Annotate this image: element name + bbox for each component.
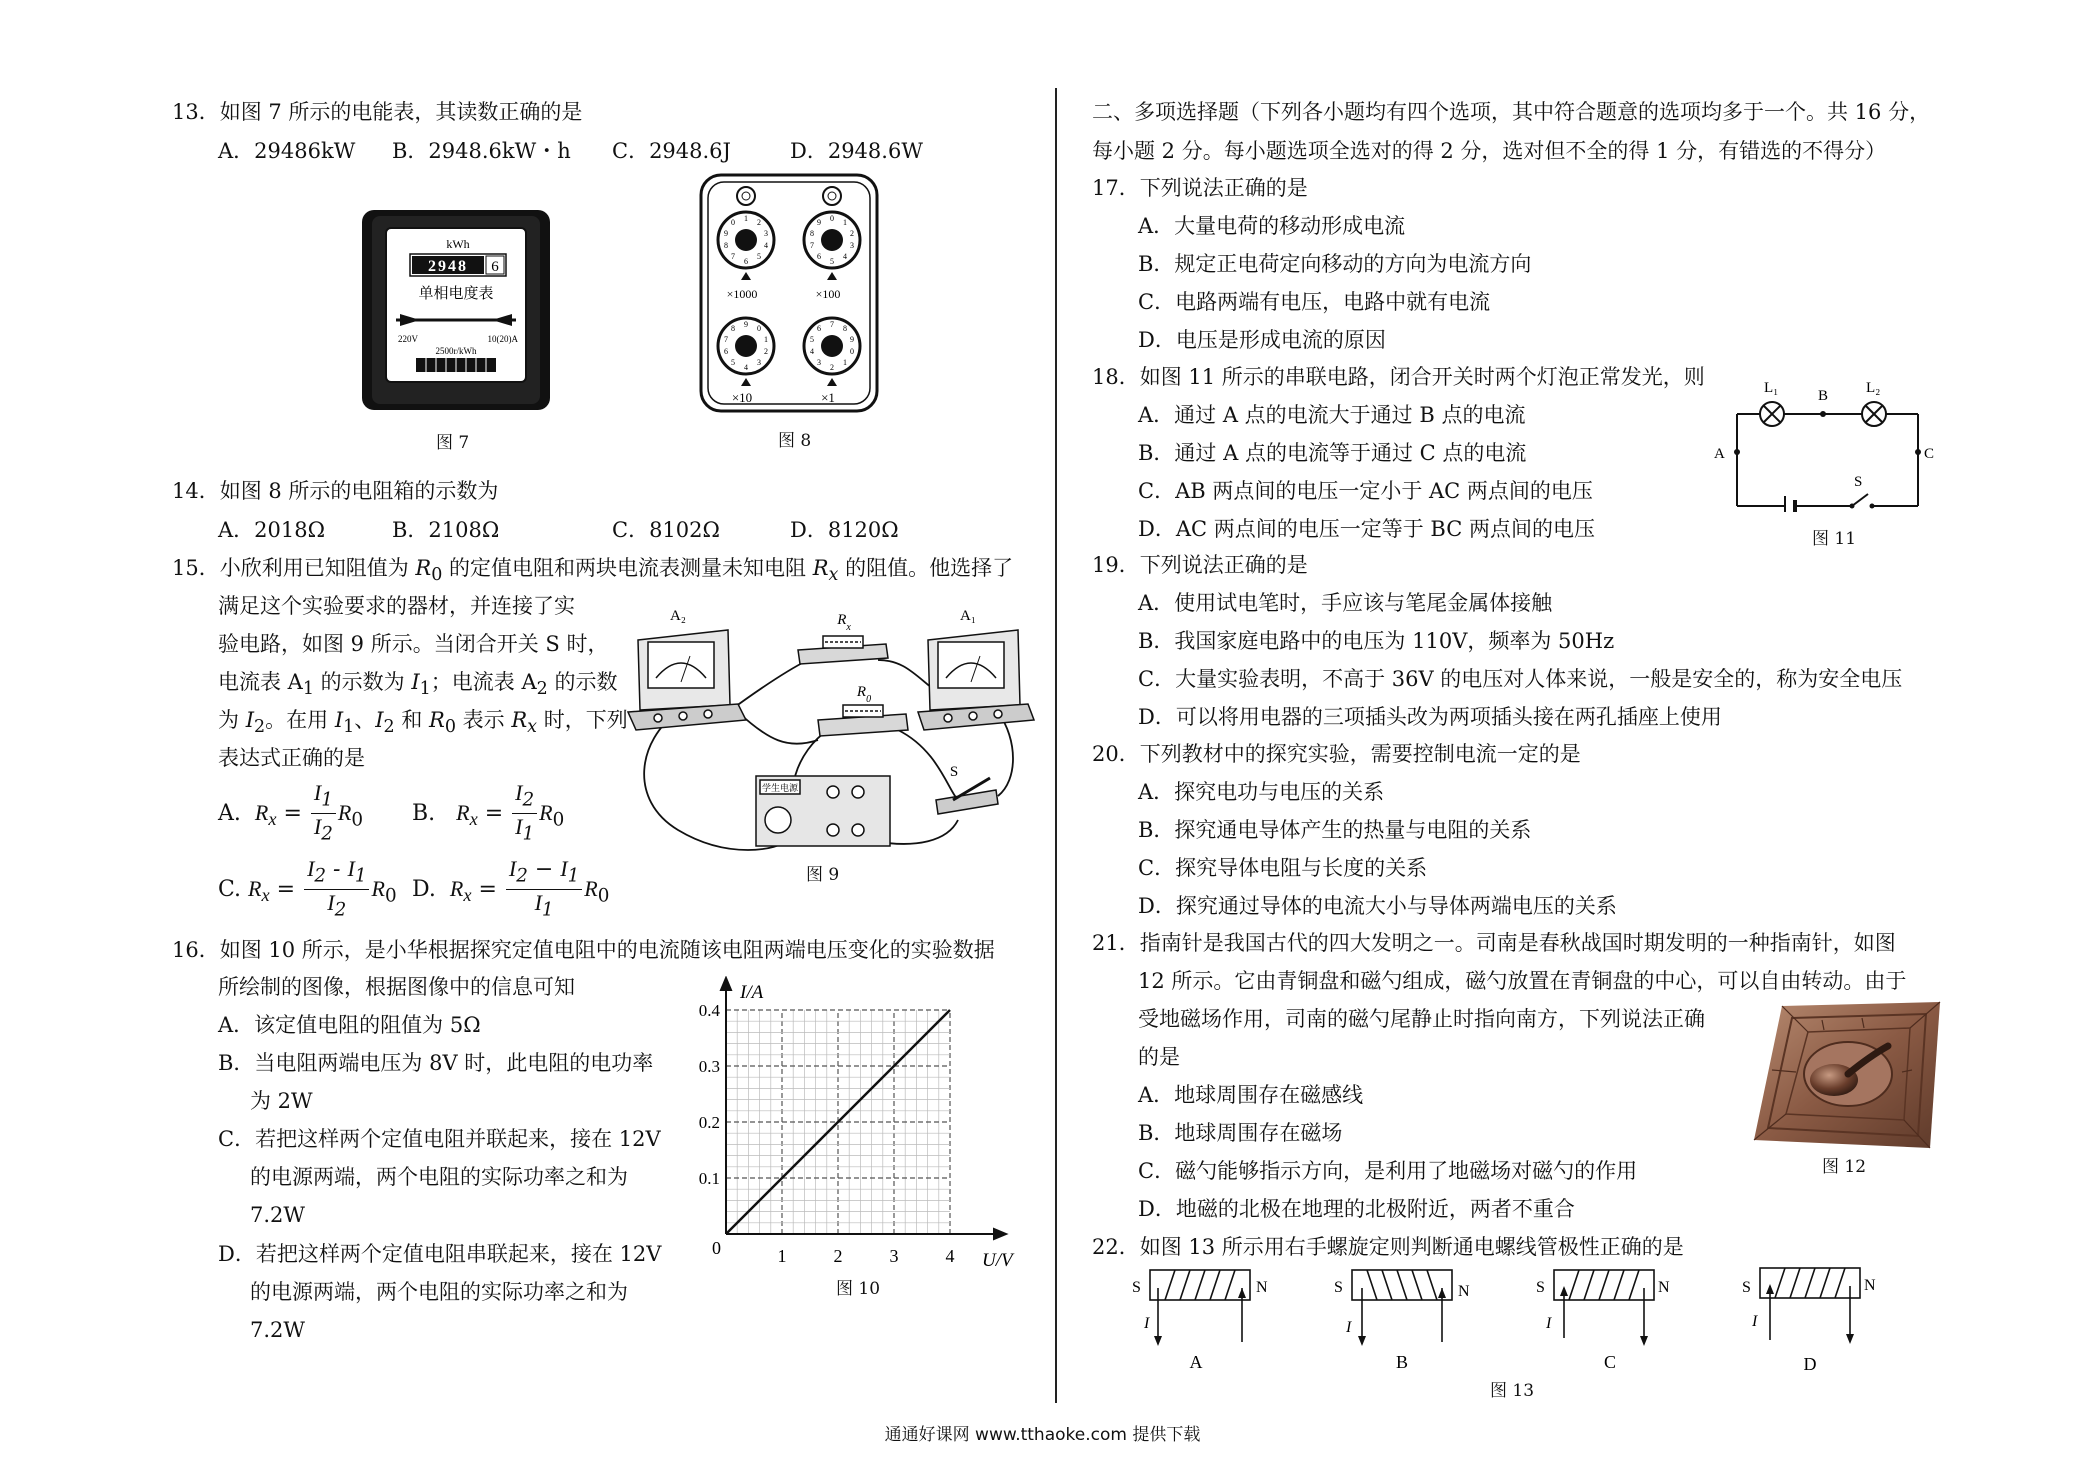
q21-option-a: A．地球周围存在磁感线 — [1138, 1083, 1364, 1107]
solenoid-d-left-pole: S — [1742, 1279, 1751, 1296]
q18-option-d: D．AC 两点间的电压一定等于 BC 两点间的电压 — [1138, 517, 1595, 541]
meter-rating-right: 10(20)A — [487, 334, 518, 344]
solenoid-d-label: D — [1803, 1354, 1817, 1374]
y-tick-label: 0.3 — [698, 1057, 720, 1076]
q20-option-d: D．探究通过导体的电流大小与导体两端电压的关系 — [1138, 894, 1617, 918]
point-c-label: C — [1924, 446, 1935, 462]
meter-digits: 2948 — [428, 258, 468, 275]
switch-label: S — [1854, 474, 1863, 490]
q13-option-a: A．29486kW — [218, 139, 356, 163]
q21-line1: 21．指南针是我国古代的四大发明之一。司南是春秋战国时期发明的一种指南针，如图 — [1092, 931, 1896, 955]
energy-meter-figure — [360, 208, 552, 414]
svg-text:6: 6 — [817, 252, 821, 261]
x-tick-label: 3 — [889, 1246, 899, 1266]
svg-text:5: 5 — [757, 252, 761, 261]
svg-text:5: 5 — [810, 335, 814, 344]
solenoid-b-label: B — [1395, 1352, 1409, 1372]
svg-text:1: 1 — [744, 214, 748, 223]
solenoid-b — [1352, 1270, 1452, 1342]
svg-text:2: 2 — [757, 218, 761, 227]
svg-text:2: 2 — [764, 347, 768, 356]
solenoid-c-current: I — [1546, 1315, 1552, 1332]
svg-text:2: 2 — [850, 229, 854, 238]
origin-label: 0 — [712, 1238, 721, 1258]
svg-text:4: 4 — [810, 347, 814, 356]
svg-text:9: 9 — [850, 335, 854, 344]
iu-graph — [690, 976, 1020, 1276]
q15-option-c: C. $R_x$ = $\frac{I_2 - I_1}{I_2}$ $R_0$ — [218, 856, 397, 921]
x-tick-label: 4 — [945, 1246, 955, 1266]
meter-rating-left: 220V — [398, 334, 418, 344]
dial-multiplier-10: ×10 — [731, 390, 753, 405]
svg-text:4: 4 — [843, 252, 847, 261]
svg-text:7: 7 — [724, 335, 728, 344]
q13-option-d: D．2948.6W — [790, 139, 923, 163]
ammeter-a1 — [918, 630, 1034, 730]
x-tick-label: 1 — [777, 1246, 787, 1266]
solenoid-a-left-pole: S — [1132, 1279, 1141, 1296]
fig7-caption: 图 7 — [436, 433, 470, 453]
q20-option-a: A．探究电功与电压的关系 — [1138, 780, 1385, 804]
switch-s — [936, 778, 998, 814]
svg-text:5: 5 — [731, 358, 735, 367]
q21-line2: 12 所示。它由青铜盘和磁勺组成，磁勺放置在青铜盘的中心，可以自由转动。由于 — [1138, 969, 1907, 993]
q15-option-a: A. $R_x$ = $\frac{I_1}{I_2}$ $R_0$ — [218, 780, 364, 845]
q21-line4: 的是 — [1138, 1045, 1180, 1069]
q15-option-b: B. $R_x$ = $\frac{I_2}{I_1}$ $R_0$ — [412, 780, 565, 845]
svg-text:9: 9 — [724, 229, 728, 238]
svg-text:2: 2 — [830, 363, 834, 372]
q16-line2: 所绘制的图像，根据图像中的信息可知 — [218, 975, 575, 999]
y-axis-label: I/A — [740, 982, 764, 1003]
q17-option-d: D．电压是形成电流的原因 — [1138, 328, 1386, 352]
q15-line3: 验电路，如图 9 所示。当闭合开关 S 时， — [218, 632, 609, 656]
svg-text:8: 8 — [731, 324, 735, 333]
fig9-caption: 图 9 — [806, 865, 840, 885]
ammeter-a2 — [628, 630, 746, 730]
q16-option-a: A．该定值电阻的阻值为 5Ω — [218, 1013, 481, 1037]
fig10-caption: 图 10 — [836, 1279, 881, 1299]
lamp-l1-label: L₁ — [1764, 380, 1779, 396]
svg-text:9: 9 — [817, 218, 821, 227]
svg-text:4: 4 — [764, 241, 768, 250]
switch-s-label: S — [949, 764, 959, 780]
solenoid-b-current: I — [1346, 1319, 1352, 1336]
x-axis-label: U/V — [982, 1250, 1013, 1271]
q14-option-a: A．2018Ω — [218, 518, 326, 542]
solenoid-c — [1554, 1270, 1654, 1342]
section2-heading-line2: 每小题 2 分。每小题选项全选对的得 2 分，选对但不全的得 1 分，有错选的不得分） — [1092, 139, 1887, 163]
meter-unit: kWh — [446, 237, 470, 251]
fig12-caption: 图 12 — [1822, 1157, 1867, 1177]
x-tick-label: 2 — [833, 1246, 843, 1266]
q14-option-d: D．8120Ω — [790, 518, 899, 542]
ammeter-a1-label: A₁ — [959, 608, 977, 624]
meter-last-digit: 6 — [491, 259, 499, 275]
q21-option-b: B．地球周围存在磁场 — [1138, 1121, 1343, 1145]
svg-text:7: 7 — [731, 252, 735, 261]
q17-option-c: C．电路两端有电压，电路中就有电流 — [1138, 290, 1491, 314]
y-tick-label: 0.1 — [698, 1169, 720, 1188]
svg-text:6: 6 — [817, 324, 821, 333]
dial-multiplier-1000: ×1000 — [726, 287, 758, 301]
y-tick-label: 0.2 — [698, 1113, 720, 1132]
meter-name: 单相电度表 — [418, 286, 494, 302]
solenoid-c-left-pole: S — [1536, 1279, 1545, 1296]
svg-text:8: 8 — [724, 241, 728, 250]
q16-option-d-line1: D．若把这样两个定值电阻串联起来，接在 12V — [218, 1242, 662, 1266]
q15-line4: 电流表 $A_1$ 的示数为 $I_1$；电流表 $A_2$ 的示数 — [218, 670, 618, 700]
svg-text:0: 0 — [830, 214, 834, 223]
point-a-label: A — [1714, 446, 1725, 462]
svg-text:0: 0 — [731, 218, 735, 227]
svg-text:1: 1 — [843, 218, 847, 227]
q18-stem: 18．如图 11 所示的串联电路，闭合开关时两个灯泡正常发光，则 — [1092, 365, 1705, 389]
resistor-rx-label: $R_x$ — [837, 612, 851, 633]
solenoid-b-left-pole: S — [1334, 1279, 1343, 1296]
q17-stem: 17．下列说法正确的是 — [1092, 176, 1308, 200]
svg-text:8: 8 — [810, 229, 814, 238]
q14-stem: 14．如图 8 所示的电阻箱的示数为 — [172, 479, 499, 503]
svg-text:1: 1 — [843, 358, 847, 367]
dial-multiplier-1: ×1 — [821, 390, 835, 405]
q16-line1: 16．如图 10 所示，是小华根据探究定值电阻中的电流随该电阻两端电压变化的实验数据 — [172, 938, 995, 962]
q17-option-a: A．大量电荷的移动形成电流 — [1138, 214, 1406, 238]
q21-option-d: D．地磁的北极在地理的北极附近，两者不重合 — [1138, 1197, 1575, 1221]
solenoid-a-current: I — [1144, 1315, 1150, 1332]
q18-option-a: A．通过 A 点的电流大于通过 B 点的电流 — [1138, 403, 1526, 427]
q22-stem: 22．如图 13 所示用右手螺旋定则判断通电螺线管极性正确的是 — [1092, 1235, 1684, 1259]
circuit-figure-9 — [618, 600, 1038, 856]
svg-text:0: 0 — [757, 324, 761, 333]
q17-option-b: B．规定正电荷定向移动的方向为电流方向 — [1138, 252, 1532, 276]
q15-line5: 为 $I_2$。在用 $I_1$、$I_2$ 和 $R_0$ 表示 $R_x$ 时，下列 — [218, 708, 628, 738]
resistance-box-figure — [698, 172, 880, 416]
q19-option-c: C．大量实验表明，不高于 36V 的电压对人体来说，一般是安全的，称为安全电压 — [1138, 667, 1903, 691]
solenoid-b-right-pole: N — [1458, 1283, 1470, 1300]
svg-text:3: 3 — [757, 358, 761, 367]
fig11-caption: 图 11 — [1812, 529, 1857, 549]
solenoid-a-label: A — [1189, 1352, 1203, 1372]
svg-text:4: 4 — [744, 363, 748, 372]
ammeter-a2-label: A₂ — [669, 608, 687, 624]
series-circuit-figure — [1712, 372, 1948, 512]
svg-text:9: 9 — [744, 320, 748, 329]
q21-line3: 受地磁场作用，司南的磁勺尾静止时指向南方，下列说法正确 — [1138, 1007, 1705, 1031]
svg-text:7: 7 — [830, 320, 834, 329]
column-divider — [1055, 88, 1057, 1403]
solenoid-figure-13 — [1130, 1262, 1950, 1382]
solenoid-d-current: I — [1752, 1313, 1758, 1330]
q13-stem: 13．如图 7 所示的电能表，其读数正确的是 — [172, 100, 583, 124]
q20-option-b: B．探究通电导体产生的热量与电阻的关系 — [1138, 818, 1532, 842]
svg-text:7: 7 — [810, 241, 814, 250]
fig8-caption: 图 8 — [778, 431, 812, 451]
lamp-l2-label: L₂ — [1866, 380, 1881, 396]
page-footer: 通通好课网 www.tthaoke.com 提供下载 — [884, 1425, 1201, 1445]
point-b-label: B — [1818, 388, 1829, 404]
q19-option-d: D．可以将用电器的三项插头改为两项插头接在两孔插座上使用 — [1138, 705, 1722, 729]
solenoid-a-right-pole: N — [1256, 1279, 1268, 1296]
resistor-r0 — [818, 705, 908, 736]
resistor-r0-label: $R_0$ — [856, 684, 872, 705]
sinan-compass-image — [1752, 1000, 1942, 1150]
q20-stem: 20．下列教材中的探究实验，需要控制电流一定的是 — [1092, 742, 1581, 766]
q18-option-c: C．AB 两点间的电压一定小于 AC 两点间的电压 — [1138, 479, 1593, 503]
meter-rev-rate: 2500r/kWh — [435, 346, 477, 356]
q16-option-c-line3: 7.2W — [250, 1203, 305, 1227]
q20-option-c: C．探究导体电阻与长度的关系 — [1138, 856, 1428, 880]
q14-option-c: C．8102Ω — [612, 518, 720, 542]
q16-option-c-line1: C．若把这样两个定值电阻并联起来，接在 12V — [218, 1127, 661, 1151]
lamp-l1 — [1760, 402, 1784, 426]
power-supply-label: 学生电源 — [761, 783, 799, 793]
q14-option-b: B．2108Ω — [392, 518, 500, 542]
resistor-rx — [798, 636, 888, 664]
lamp-l2 — [1862, 402, 1886, 426]
solenoid-a — [1150, 1270, 1250, 1342]
q19-option-a: A．使用试电笔时，手应该与笔尾金属体接触 — [1138, 591, 1553, 615]
q15-line1: 15．小欣利用已知阻值为 $R_0$ 的定值电阻和两块电流表测量未知电阻 $R_x$ 的阻值。他选择了 — [172, 556, 1014, 586]
svg-text:5: 5 — [830, 257, 834, 266]
section2-heading-line1: 二、多项选择题（下列各小题均有四个选项，其中符合题意的选项均多于一个。共 16 分， — [1092, 100, 1931, 124]
svg-text:6: 6 — [724, 347, 728, 356]
q16-option-c-line2: 的电源两端，两个电阻的实际功率之和为 — [250, 1165, 628, 1189]
solenoid-d — [1760, 1268, 1860, 1340]
svg-text:6: 6 — [744, 257, 748, 266]
q13-option-b: B．2948.6kW・h — [392, 139, 571, 163]
svg-text:3: 3 — [764, 229, 768, 238]
q16-option-b-line2: 为 2W — [250, 1089, 313, 1113]
q15-line6: 表达式正确的是 — [218, 746, 365, 770]
solenoid-c-right-pole: N — [1658, 1279, 1670, 1296]
q19-option-b: B．我国家庭电路中的电压为 110V，频率为 50Hz — [1138, 629, 1615, 653]
svg-text:0: 0 — [850, 347, 854, 356]
dial-multiplier-100: ×100 — [815, 287, 841, 301]
y-tick-label: 0.4 — [698, 1001, 720, 1020]
svg-text:3: 3 — [850, 241, 854, 250]
q16-option-d-line2: 的电源两端，两个电阻的实际功率之和为 — [250, 1280, 628, 1304]
svg-text:8: 8 — [843, 324, 847, 333]
q16-option-b-line1: B．当电阻两端电压为 8V 时，此电阻的电功率 — [218, 1051, 654, 1075]
svg-text:3: 3 — [817, 358, 821, 367]
q15-option-d: D. $R_x$ = $\frac{I_2 - I_1}{I_1}$ $R_0$ — [412, 856, 610, 921]
q13-option-c: C．2948.6J — [612, 139, 731, 163]
fig13-caption: 图 13 — [1490, 1381, 1535, 1401]
q18-option-b: B．通过 A 点的电流等于通过 C 点的电流 — [1138, 441, 1527, 465]
q21-option-c: C．磁勺能够指示方向，是利用了地磁场对磁勺的作用 — [1138, 1159, 1638, 1183]
q16-option-d-line3: 7.2W — [250, 1318, 305, 1342]
svg-text:1: 1 — [764, 335, 768, 344]
solenoid-c-label: C — [1603, 1352, 1617, 1372]
solenoid-d-right-pole: N — [1864, 1277, 1876, 1294]
q19-stem: 19．下列说法正确的是 — [1092, 553, 1308, 577]
q15-line2: 满足这个实验要求的器材，并连接了实 — [218, 594, 575, 618]
